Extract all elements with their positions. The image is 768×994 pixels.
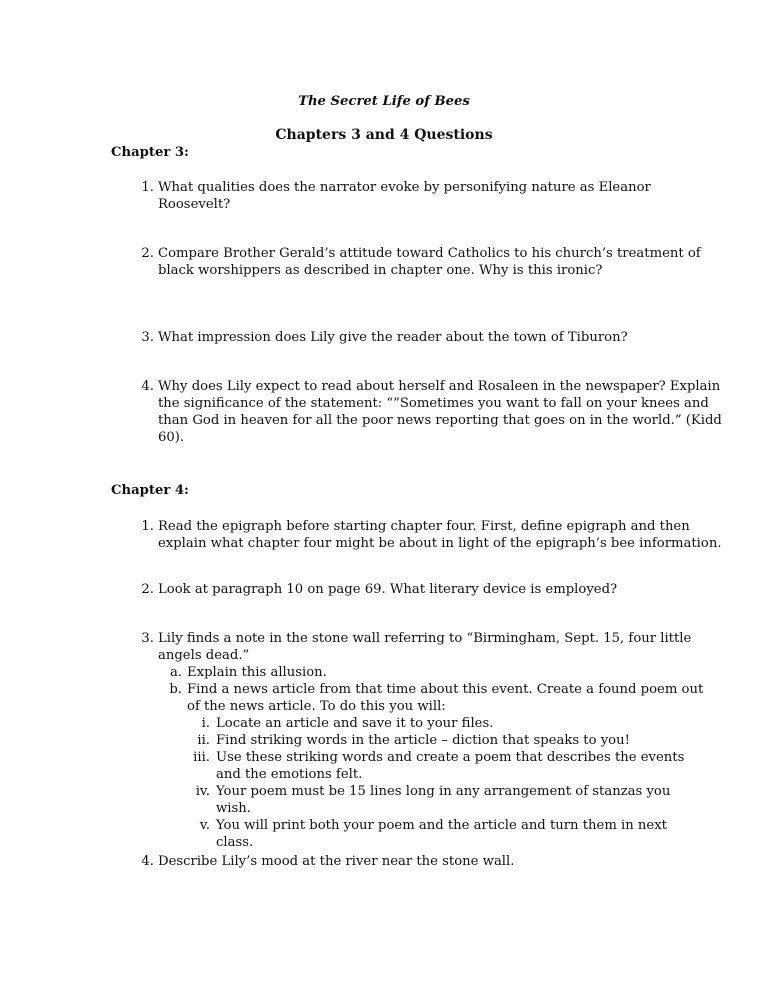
step-numeral: iv.	[195, 784, 210, 799]
step-line: Find striking words in the article – diction that speaks to you!	[216, 733, 630, 748]
step-line: wish.	[216, 801, 251, 816]
question-line: Look at paragraph 10 on page 69. What literary device is employed?	[158, 582, 618, 597]
step-line: class.	[216, 835, 254, 850]
question-number: 3.	[141, 330, 154, 345]
step-line: Your poem must be 15 lines long in any arrangement of stanzas you	[216, 784, 671, 799]
question-line: the significance of the statement: “”Sometimes you want to fall on your knees and	[158, 396, 709, 411]
sub-question-letter: b.	[169, 682, 182, 697]
question-line: Describe Lily’s mood at the river near the stone wall.	[158, 854, 515, 869]
question-line: Why does Lily expect to read about herself and Rosaleen in the newspaper? Explain	[158, 379, 721, 394]
question-line: What impression does Lily give the reader about the town of Tiburon?	[158, 330, 628, 345]
step-line: and the emotions felt.	[216, 767, 363, 782]
question-number: 4.	[141, 854, 154, 869]
question-line: black worshippers as described in chapter one. Why is this ironic?	[158, 263, 603, 278]
question-line: 60).	[158, 430, 185, 445]
document-subtitle: Chapters 3 and 4 Questions	[275, 127, 493, 143]
question-number: 3.	[141, 631, 154, 646]
question-line: angels dead.”	[158, 648, 250, 663]
step-numeral: ii.	[197, 733, 210, 748]
question-number: 1.	[141, 519, 154, 534]
question-line: than God in heaven for all the poor news reporting that goes on in the world.” (Kidd	[158, 413, 722, 428]
question-line: Compare Brother Gerald’s attitude toward Catholics to his church’s treatment of	[158, 246, 701, 261]
sub-question-line: Explain this allusion.	[187, 665, 327, 680]
chapter-3-heading: Chapter 3:	[111, 145, 189, 160]
chapter-4-heading: Chapter 4:	[111, 483, 189, 498]
step-line: Locate an article and save it to your files.	[216, 716, 494, 731]
question-number: 2.	[141, 582, 154, 597]
question-line: What qualities does the narrator evoke by personifying nature as Eleanor	[158, 180, 651, 195]
step-line: Use these striking words and create a poem that describes the events	[216, 750, 685, 765]
question-line: Roosevelt?	[158, 197, 231, 212]
question-number: 1.	[141, 180, 154, 195]
sub-question-line: of the news article. To do this you will:	[187, 699, 446, 714]
question-line: Read the epigraph before starting chapter four. First, define epigraph and then	[158, 519, 690, 534]
question-number: 2.	[141, 246, 154, 261]
question-line: explain what chapter four might be about in light of the epigraph’s bee information.	[158, 536, 722, 551]
step-line: You will print both your poem and the article and turn them in next	[216, 818, 667, 833]
sub-question-letter: a.	[169, 665, 182, 680]
document-title: The Secret Life of Bees	[298, 94, 470, 109]
step-numeral: iii.	[193, 750, 210, 765]
sub-question-line: Find a news article from that time about this event. Create a found poem out	[187, 682, 704, 697]
question-number: 4.	[141, 379, 154, 394]
question-line: Lily finds a note in the stone wall referring to “Birmingham, Sept. 15, four little	[158, 631, 692, 646]
step-numeral: v.	[199, 818, 210, 833]
step-numeral: i.	[201, 716, 210, 731]
